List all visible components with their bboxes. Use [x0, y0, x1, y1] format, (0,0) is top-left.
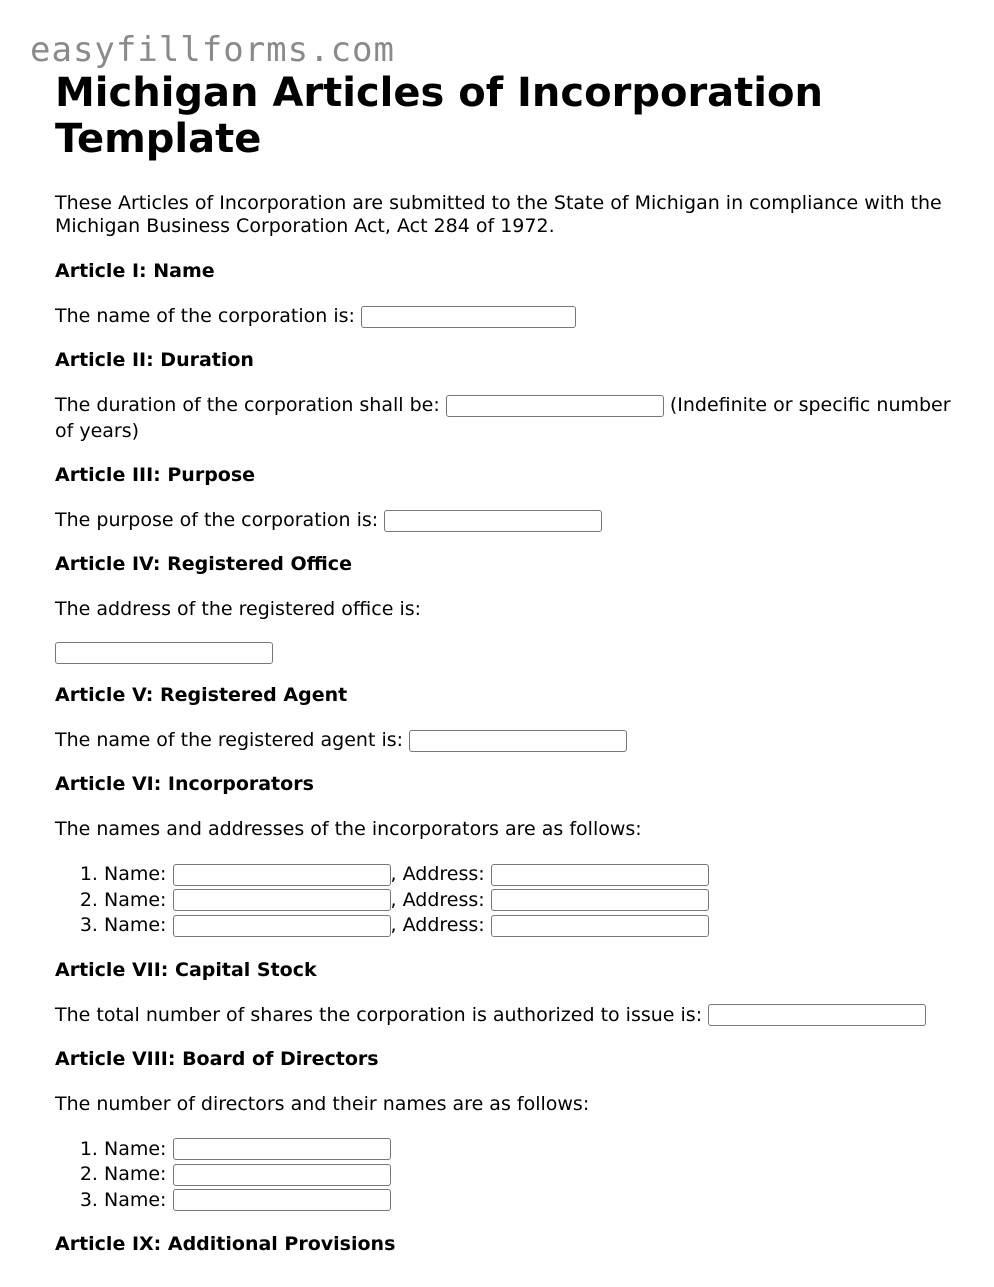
incorporator-1-address-input[interactable]	[491, 864, 709, 886]
article-2-line	[55, 392, 955, 444]
article-6-heading: Article VI: Incorporators	[55, 773, 314, 795]
list-item: 3. Name: , Address:	[104, 913, 955, 939]
shares-label: The total number of shares the corporation is authorized to issue is:	[55, 1003, 703, 1026]
incorporator-3-name-input[interactable]	[173, 915, 391, 937]
agent-name-input[interactable]	[409, 730, 627, 752]
directors-label: The number of directors and their names are as follows:	[55, 1092, 590, 1115]
watermark: easyfillforms.com	[30, 30, 395, 70]
shares-input[interactable]	[708, 1004, 926, 1026]
list-item: 2. Name:	[104, 1162, 955, 1188]
list-item: 1. Name:	[104, 1137, 955, 1163]
agent-label: The name of the registered agent is:	[55, 729, 404, 751]
article-3-heading: Article III: Purpose	[55, 464, 256, 486]
article-3-line	[55, 507, 955, 533]
list-item: 3. Name:	[104, 1188, 955, 1214]
article-8-line	[55, 1091, 955, 1117]
list-item: 1. Name: , Address:	[104, 862, 955, 888]
corporation-name-label: The name of the corporation is:	[55, 305, 355, 327]
purpose-label: The purpose of the corporation is:	[55, 509, 379, 531]
article-4-line	[55, 596, 955, 622]
article-1-line	[55, 303, 955, 329]
article-9-heading: Article IX: Additional Provisions	[55, 1233, 396, 1255]
office-address-input[interactable]	[55, 642, 273, 664]
article-5-line	[55, 727, 955, 753]
director-2-name-input[interactable]	[173, 1164, 391, 1186]
incorporators-list	[55, 862, 955, 939]
list-item: 2. Name: , Address:	[104, 888, 955, 914]
form-page	[55, 70, 955, 1276]
article-7-line	[55, 1002, 955, 1028]
corporation-name-input[interactable]	[361, 306, 576, 328]
director-3-name-input[interactable]	[173, 1189, 391, 1211]
article-2-heading: Article II: Duration	[55, 349, 254, 371]
director-1-name-input[interactable]	[173, 1138, 391, 1160]
incorporator-1-name-input[interactable]	[173, 864, 391, 886]
page-title: Michigan Articles of Incorporation Template	[55, 70, 823, 162]
duration-input[interactable]	[446, 395, 664, 417]
directors-list	[55, 1137, 955, 1214]
incorporator-3-address-input[interactable]	[491, 915, 709, 937]
office-label: The address of the registered office is:	[55, 598, 422, 620]
incorporators-label: The names and addresses of the incorporators are as follows:	[55, 818, 642, 840]
intro-text: These Articles of Incorporation are submitted to the State of Michigan in compliance with the Michigan Business Corporation Act, Act 284 of 1972.	[55, 192, 942, 237]
article-1-heading: Article I: Name	[55, 260, 215, 282]
incorporator-2-address-input[interactable]	[491, 889, 709, 911]
duration-label: The duration of the corporation shall be:	[55, 394, 440, 416]
duration-hint: (Indefinite or specific number of years)	[55, 394, 951, 442]
article-8-heading: Article VIII: Board of Directors	[55, 1047, 379, 1070]
article-7-heading: Article VII: Capital Stock	[55, 958, 317, 981]
article-6-line	[55, 816, 955, 842]
incorporator-2-name-input[interactable]	[173, 889, 391, 911]
purpose-input[interactable]	[384, 510, 602, 532]
article-5-heading: Article V: Registered Agent	[55, 684, 348, 706]
article-4-heading: Article IV: Registered Office	[55, 553, 352, 575]
